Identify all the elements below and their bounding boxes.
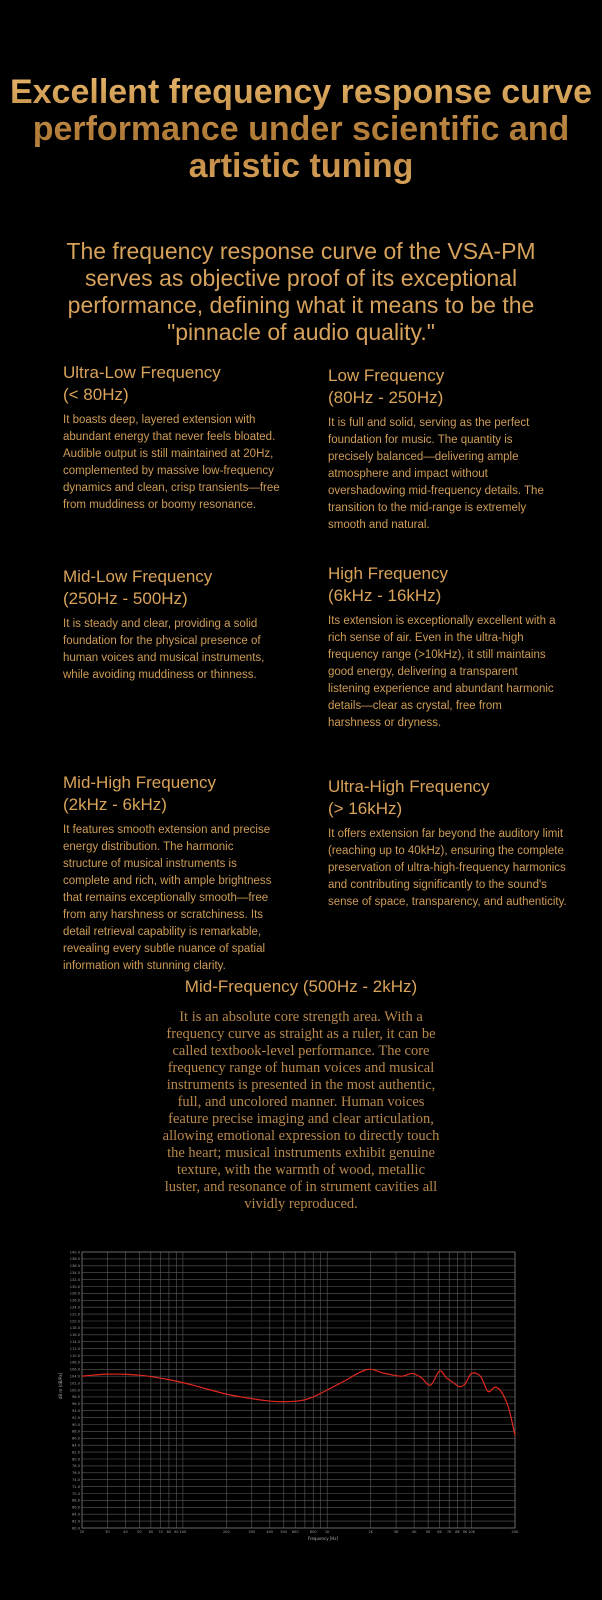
x-tick-label: 9K	[462, 1530, 468, 1534]
y-tick-label: 86.0	[71, 1436, 80, 1441]
x-tick-label: 30	[105, 1530, 110, 1534]
x-tick-label: 1K	[324, 1530, 330, 1534]
y-tick-label: 94.0	[71, 1409, 80, 1413]
section-body: It is full and solid, serving as the perfect foundation for music. The quantity is precisely balanced—delivering ample atmosphere and impact without overshadowing mid-frequency details. The transition to the mid-range is extremely smooth and natural.	[328, 417, 544, 531]
section-title: Mid-High Frequency (2kHz - 6kHz)	[63, 773, 217, 814]
x-tick-label: 500	[280, 1530, 288, 1534]
section-mid-high	[63, 772, 281, 975]
y-tick-label: 90.0	[71, 1422, 80, 1427]
x-tick-label: 10K	[468, 1530, 476, 1534]
section-body: It features smooth extension and precise energy distribution. The harmonic structure of musical instruments is complete and rich, with ample brightness that remains exceptionally smooth—free from any harshness or scratchiness. Its detail retrieval capability is remarkable, revealing every subtle nuance of spatial information with stunning clarity.	[63, 824, 272, 972]
section-title: Low Frequency (80Hz - 250Hz)	[328, 366, 445, 407]
y-tick-label: 138.0	[69, 1257, 80, 1262]
page-title: Excellent frequency response curve performance under scientific and artistic tuning	[0, 74, 602, 185]
frequency-response-chart	[52, 1246, 540, 1542]
x-tick-label: 4K	[411, 1530, 417, 1534]
section-mid-low	[63, 566, 275, 684]
y-tick-label: 72.0	[71, 1484, 80, 1489]
y-tick-label: 124.0	[69, 1305, 80, 1310]
y-tick-label: 128.0	[69, 1291, 80, 1296]
y-tick-label: 68.0	[71, 1498, 80, 1503]
y-tick-label: 112.0	[69, 1346, 80, 1351]
section-body: It is an absolute core strength area. With a frequency curve as straight as a ruler, it can be called textbook-level performance. The core frequency range of human voices and musical instruments is presented in the most authentic, full, and uncolored manner. Human voices feature precise imaging and clear articulation, allowing emotional expression to directly touch the heart; musical instruments exhibit genuine texture, with the warmth of wood, metallic luster, and resonance of in strument cavities all vividly reproduced.	[162, 1009, 440, 1212]
section-title: Ultra-Low Frequency (< 80Hz)	[63, 363, 221, 404]
y-tick-label: 132.0	[69, 1277, 80, 1282]
chart-svg	[52, 1246, 540, 1542]
y-tick-labels	[70, 1250, 81, 1530]
y-tick-label: 92.0	[71, 1415, 80, 1420]
x-tick-label: 8K	[455, 1530, 460, 1534]
section-body: It is steady and clear, providing a solid foundation for the physical presence of human voices and musical instruments, while avoiding muddiness or thinness.	[63, 618, 265, 681]
section-ultra-low	[63, 362, 283, 514]
x-tick-label: 800	[309, 1530, 317, 1534]
y-tick-label: 80.0	[71, 1457, 80, 1462]
section-title: High Frequency (6kHz - 16kHz)	[328, 564, 449, 605]
section-title: Mid-Frequency (500Hz - 2kHz)	[184, 977, 418, 996]
y-tick-label: 130.0	[69, 1284, 80, 1289]
intro-paragraph: The frequency response curve of the VSA-PM serves as objective proof of its exceptional performance, defining what it means to be the "pinnacle of audio quality."	[66, 238, 536, 345]
y-tick-label: 120.0	[69, 1319, 80, 1324]
section-body: It boasts deep, layered extension with abundant energy that never feels bloated. Audible output is still maintained at 20Hz, complemented by massive low-frequency dynamics and clean, crisp transients—free from muddiness or boomy resonance.	[63, 414, 280, 511]
y-tick-label: 114.0	[69, 1340, 80, 1344]
x-tick-label: 50	[137, 1530, 142, 1534]
x-tick-label: 100	[179, 1530, 187, 1534]
y-tick-label: 118.0	[69, 1326, 80, 1331]
y-tick-label: 76.0	[71, 1471, 80, 1476]
x-tick-label: 7K	[446, 1530, 452, 1534]
section-title: Mid-Low Frequency (250Hz - 500Hz)	[63, 567, 213, 608]
y-tick-label: 116.0	[69, 1333, 80, 1338]
x-tick-label: 400	[266, 1530, 274, 1534]
x-tick-label: 6K	[437, 1530, 442, 1534]
y-tick-label: 110.0	[69, 1353, 80, 1358]
chart-grid	[82, 1252, 515, 1528]
y-tick-label: 60.0	[71, 1526, 80, 1531]
section-low	[328, 365, 550, 534]
y-tick-label: 104.0	[69, 1374, 80, 1379]
section-ultra-high	[328, 776, 568, 911]
y-tick-label: 84.0	[71, 1443, 80, 1448]
x-tick-label: 600	[291, 1530, 299, 1534]
y-tick-label: 122.0	[69, 1312, 80, 1317]
y-tick-label: 98.0	[71, 1395, 80, 1400]
section-mid	[0, 977, 602, 1213]
x-tick-label: 80	[166, 1530, 172, 1534]
y-tick-label: 64.0	[71, 1512, 80, 1517]
x-tick-label: 90	[173, 1530, 179, 1534]
y-tick-label: 134.0	[69, 1271, 80, 1275]
y-tick-label: 126.0	[69, 1298, 80, 1303]
x-tick-label: 5K	[425, 1530, 431, 1534]
x-tick-label: 20	[79, 1530, 85, 1534]
x-tick-label: 3K	[393, 1530, 399, 1534]
x-tick-label: 60	[148, 1530, 154, 1534]
y-tick-label: 136.0	[69, 1264, 80, 1269]
y-tick-label: 78.0	[71, 1464, 80, 1469]
y-tick-label: 62.0	[71, 1519, 80, 1524]
y-axis-label: dB re [dB/Pa]	[58, 1372, 63, 1400]
y-tick-label: 96.0	[71, 1402, 80, 1407]
section-high	[328, 563, 558, 732]
x-tick-label: 200	[222, 1530, 230, 1534]
y-tick-label: 88.0	[71, 1429, 80, 1434]
section-body: It offers extension far beyond the auditory limit (reaching up to 40kHz), ensuring the complete preservation of ultra-high-frequency harmonics and contributing significantly to the sound's sense of space, transparency, and authenticity.	[328, 828, 567, 908]
x-tick-label: 20K	[511, 1530, 519, 1534]
y-tick-label: 66.0	[71, 1505, 80, 1510]
x-tick-label: 2K	[368, 1530, 373, 1534]
x-tick-label: 40	[123, 1530, 128, 1534]
x-axis-label: Frequency [Hz]	[307, 1536, 339, 1541]
x-tick-label: 70	[158, 1530, 163, 1534]
y-tick-label: 70.0	[71, 1491, 80, 1496]
y-tick-label: 82.0	[71, 1450, 80, 1455]
y-tick-label: 108.0	[69, 1360, 80, 1365]
y-tick-label: 102.0	[69, 1381, 80, 1386]
y-tick-label: 140.0	[69, 1250, 80, 1255]
y-tick-label: 106.0	[69, 1367, 80, 1372]
section-title: Ultra-High Frequency (> 16kHz)	[328, 777, 490, 818]
x-tick-label: 300	[248, 1530, 256, 1534]
y-tick-label: 100.0	[69, 1388, 80, 1393]
y-tick-label: 74.0	[71, 1478, 80, 1482]
section-body: Its extension is exceptionally excellent with a rich sense of air. Even in the ultra-high frequency range (>10kHz), it still maintains good energy, delivering a transparent listening experience and abundant harmonic details—clear as crystal, free from harshness or dryness.	[328, 615, 556, 729]
